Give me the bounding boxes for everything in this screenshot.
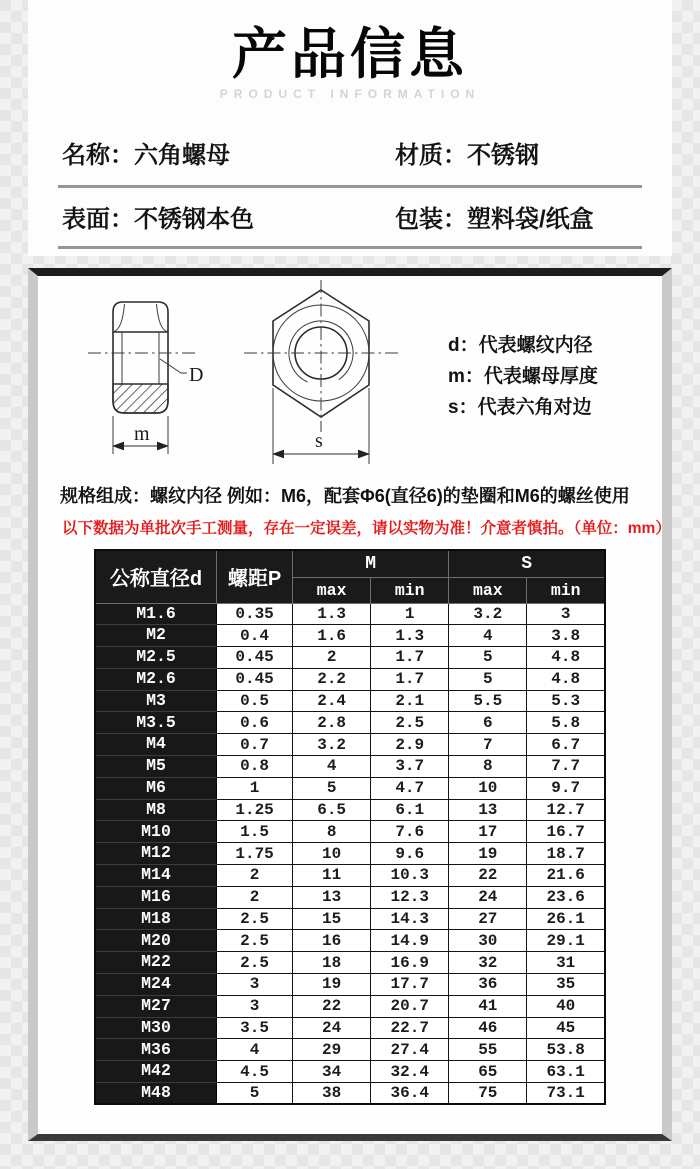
table-row [95, 1061, 605, 1083]
size-cell: M8 [95, 799, 217, 821]
s-max-cell: 41 [449, 995, 527, 1017]
size-cell: M2 [95, 625, 217, 647]
m-max-cell: 16 [293, 930, 371, 952]
legend-line: d：代表螺纹内径 [448, 335, 593, 356]
pitch-cell: 4 [217, 1039, 293, 1061]
m-min-cell: 12.3 [371, 886, 449, 908]
pitch-cell: 3 [217, 995, 293, 1017]
header-m-min: min [371, 577, 449, 603]
attr-name-value: 六角螺母 [134, 142, 230, 170]
s-max-cell: 27 [449, 908, 527, 930]
table-row [95, 843, 605, 865]
size-cell: M6 [95, 777, 217, 799]
s-min-cell: 53.8 [527, 1039, 605, 1061]
s-max-cell: 5 [449, 668, 527, 690]
pitch-cell: 2.5 [217, 908, 293, 930]
header-s-min: min [527, 577, 605, 603]
pitch-cell: 5 [217, 1083, 293, 1105]
header-group-s: S [449, 550, 605, 577]
m-min-cell: 16.9 [371, 952, 449, 974]
m-min-cell: 27.4 [371, 1039, 449, 1061]
m-max-cell: 2 [293, 647, 371, 669]
attr-surface [62, 199, 395, 234]
table-row [95, 712, 605, 734]
size-cell: M36 [95, 1039, 217, 1061]
m-max-cell: 4 [293, 756, 371, 778]
pitch-cell: 2.5 [217, 930, 293, 952]
page-subtitle: PRODUCT INFORMATION [219, 86, 481, 101]
s-min-cell: 40 [527, 995, 605, 1017]
size-cell: M48 [95, 1083, 217, 1105]
s-min-cell: 4.8 [527, 647, 605, 669]
s-max-cell: 36 [449, 974, 527, 996]
table-row [95, 908, 605, 930]
dimension-legend [448, 330, 598, 423]
dimension-table-header [95, 550, 605, 603]
header-group-m: M [293, 550, 449, 577]
table-row [95, 952, 605, 974]
m-max-cell: 38 [293, 1083, 371, 1105]
size-cell: M16 [95, 886, 217, 908]
table-row [95, 886, 605, 908]
table-row [95, 668, 605, 690]
pitch-cell: 2.5 [217, 952, 293, 974]
product-info-card [28, 0, 672, 256]
legend-line: s：代表六角对边 [448, 397, 592, 418]
m-max-cell: 18 [293, 952, 371, 974]
disclaimer-note: 以下数据为单批次手工测量，存在一定误差，请以实物为准！介意者慎拍。（单位：mm） [62, 520, 671, 537]
m-min-cell: 2.5 [371, 712, 449, 734]
s-max-cell: 19 [449, 843, 527, 865]
s-max-cell: 75 [449, 1083, 527, 1105]
table-row [95, 647, 605, 669]
attribute-row-1 [28, 121, 672, 185]
pitch-cell: 0.7 [217, 734, 293, 756]
s-max-cell: 5.5 [449, 690, 527, 712]
pitch-cell: 0.6 [217, 712, 293, 734]
pitch-cell: 0.5 [217, 690, 293, 712]
s-max-cell: 8 [449, 756, 527, 778]
attr-surface-value: 不锈钢本色 [134, 206, 254, 234]
m-max-cell: 3.2 [293, 734, 371, 756]
m-min-cell: 22.7 [371, 1017, 449, 1039]
m-max-cell: 2.8 [293, 712, 371, 734]
pitch-cell: 0.4 [217, 625, 293, 647]
s-max-cell: 65 [449, 1061, 527, 1083]
s-min-cell: 5.8 [527, 712, 605, 734]
m-max-cell: 8 [293, 821, 371, 843]
table-row [95, 603, 605, 625]
s-min-cell: 45 [527, 1017, 605, 1039]
table-row [95, 995, 605, 1017]
size-cell: M10 [95, 821, 217, 843]
m-min-cell: 14.9 [371, 930, 449, 952]
pitch-cell: 3 [217, 974, 293, 996]
nut-hex-view [244, 280, 398, 464]
m-min-cell: 32.4 [371, 1061, 449, 1083]
s-min-cell: 23.6 [527, 886, 605, 908]
header-s-max: max [449, 577, 527, 603]
m-max-cell: 34 [293, 1061, 371, 1083]
header-m-max: max [293, 577, 371, 603]
size-cell: M2.6 [95, 668, 217, 690]
s-max-cell: 17 [449, 821, 527, 843]
dimension-table [94, 549, 606, 1105]
attr-surface-label: 表面： [62, 206, 134, 234]
table-row [95, 930, 605, 952]
s-min-cell: 5.3 [527, 690, 605, 712]
m-min-cell: 2.1 [371, 690, 449, 712]
m-max-cell: 15 [293, 908, 371, 930]
m-min-cell: 6.1 [371, 799, 449, 821]
spec-sheet [28, 268, 672, 1141]
pitch-cell: 3.5 [217, 1017, 293, 1039]
s-min-cell: 35 [527, 974, 605, 996]
s-min-cell: 6.7 [527, 734, 605, 756]
size-cell: M5 [95, 756, 217, 778]
m-max-cell: 6.5 [293, 799, 371, 821]
m-min-cell: 4.7 [371, 777, 449, 799]
s-max-cell: 22 [449, 865, 527, 887]
m-max-cell: 1.3 [293, 603, 371, 625]
pitch-cell: 2 [217, 886, 293, 908]
header-nominal-diameter: 公称直径d [95, 550, 217, 603]
m-min-cell: 17.7 [371, 974, 449, 996]
m-min-cell: 36.4 [371, 1083, 449, 1105]
size-cell: M18 [95, 908, 217, 930]
width-across-flats-label: s [315, 430, 323, 452]
pitch-cell: 1.25 [217, 799, 293, 821]
pitch-cell: 2 [217, 865, 293, 887]
pitch-cell: 1.75 [217, 843, 293, 865]
s-min-cell: 16.7 [527, 821, 605, 843]
m-max-cell: 19 [293, 974, 371, 996]
size-cell: M42 [95, 1061, 217, 1083]
m-min-cell: 1 [371, 603, 449, 625]
table-row [95, 690, 605, 712]
s-min-cell: 63.1 [527, 1061, 605, 1083]
s-min-cell: 4.8 [527, 668, 605, 690]
nut-diagram-row [38, 280, 662, 478]
s-min-cell: 18.7 [527, 843, 605, 865]
pitch-cell: 0.45 [217, 647, 293, 669]
s-max-cell: 32 [449, 952, 527, 974]
s-min-cell: 31 [527, 952, 605, 974]
attr-packaging-value: 塑料袋/纸盒 [467, 206, 594, 234]
m-max-cell: 2.4 [293, 690, 371, 712]
s-min-cell: 3 [527, 603, 605, 625]
bore-diameter-label: D [189, 364, 204, 386]
m-min-cell: 20.7 [371, 995, 449, 1017]
pitch-cell: 0.45 [217, 668, 293, 690]
s-min-cell: 29.1 [527, 930, 605, 952]
s-max-cell: 10 [449, 777, 527, 799]
s-max-cell: 5 [449, 647, 527, 669]
table-row [95, 865, 605, 887]
pitch-cell: 0.8 [217, 756, 293, 778]
attr-name [62, 135, 395, 170]
m-max-cell: 13 [293, 886, 371, 908]
header-pitch: 螺距P [217, 550, 293, 603]
m-min-cell: 1.3 [371, 625, 449, 647]
s-max-cell: 13 [449, 799, 527, 821]
size-cell: M3.5 [95, 712, 217, 734]
pitch-cell: 1.5 [217, 821, 293, 843]
attribute-row-2 [28, 188, 672, 246]
m-min-cell: 1.7 [371, 668, 449, 690]
pitch-cell: 1 [217, 777, 293, 799]
size-cell: M20 [95, 930, 217, 952]
m-min-cell: 9.6 [371, 843, 449, 865]
attr-packaging [395, 199, 594, 234]
attr-material-label: 材质： [395, 142, 467, 170]
s-min-cell: 7.7 [527, 756, 605, 778]
m-max-cell: 5 [293, 777, 371, 799]
m-min-cell: 14.3 [371, 908, 449, 930]
divider-2 [58, 246, 642, 249]
table-row [95, 1039, 605, 1061]
size-cell: M27 [95, 995, 217, 1017]
table-row [95, 756, 605, 778]
size-cell: M14 [95, 865, 217, 887]
m-min-cell: 3.7 [371, 756, 449, 778]
table-row [95, 1017, 605, 1039]
table-row [95, 734, 605, 756]
size-cell: M3 [95, 690, 217, 712]
m-max-cell: 29 [293, 1039, 371, 1061]
m-max-cell: 11 [293, 865, 371, 887]
size-cell: M12 [95, 843, 217, 865]
m-min-cell: 10.3 [371, 865, 449, 887]
m-max-cell: 24 [293, 1017, 371, 1039]
pitch-cell: 0.35 [217, 603, 293, 625]
s-min-cell: 73.1 [527, 1083, 605, 1105]
size-cell: M2.5 [95, 647, 217, 669]
s-max-cell: 7 [449, 734, 527, 756]
legend-line: m：代表螺母厚度 [448, 366, 598, 387]
s-max-cell: 6 [449, 712, 527, 734]
s-max-cell: 46 [449, 1017, 527, 1039]
attr-name-label: 名称： [62, 142, 134, 170]
size-cell: M30 [95, 1017, 217, 1039]
s-min-cell: 21.6 [527, 865, 605, 887]
s-max-cell: 3.2 [449, 603, 527, 625]
m-min-cell: 2.9 [371, 734, 449, 756]
attr-material [395, 135, 539, 170]
page-title: 产品信息 [231, 23, 468, 85]
s-min-cell: 12.7 [527, 799, 605, 821]
m-min-cell: 1.7 [371, 647, 449, 669]
nut-side-view [88, 302, 203, 454]
size-cell: M22 [95, 952, 217, 974]
pitch-cell: 4.5 [217, 1061, 293, 1083]
s-min-cell: 9.7 [527, 777, 605, 799]
table-row [95, 625, 605, 647]
m-max-cell: 1.6 [293, 625, 371, 647]
m-max-cell: 10 [293, 843, 371, 865]
s-max-cell: 24 [449, 886, 527, 908]
spec-note: 规格组成：螺纹内径 例如：M6，配套Φ6(直径6)的垫圈和M6的螺丝使用 [60, 486, 630, 506]
size-cell: M24 [95, 974, 217, 996]
size-cell: M1.6 [95, 603, 217, 625]
s-max-cell: 4 [449, 625, 527, 647]
s-min-cell: 3.8 [527, 625, 605, 647]
size-cell: M4 [95, 734, 217, 756]
m-min-cell: 7.6 [371, 821, 449, 843]
attr-packaging-label: 包装： [395, 206, 467, 234]
table-row [95, 1083, 605, 1105]
table-row [95, 974, 605, 996]
table-row [95, 821, 605, 843]
table-row [95, 777, 605, 799]
s-min-cell: 26.1 [527, 908, 605, 930]
s-max-cell: 55 [449, 1039, 527, 1061]
s-max-cell: 30 [449, 930, 527, 952]
attr-material-value: 不锈钢 [467, 142, 539, 170]
m-max-cell: 22 [293, 995, 371, 1017]
thickness-label: m [134, 423, 150, 445]
m-max-cell: 2.2 [293, 668, 371, 690]
table-row [95, 799, 605, 821]
